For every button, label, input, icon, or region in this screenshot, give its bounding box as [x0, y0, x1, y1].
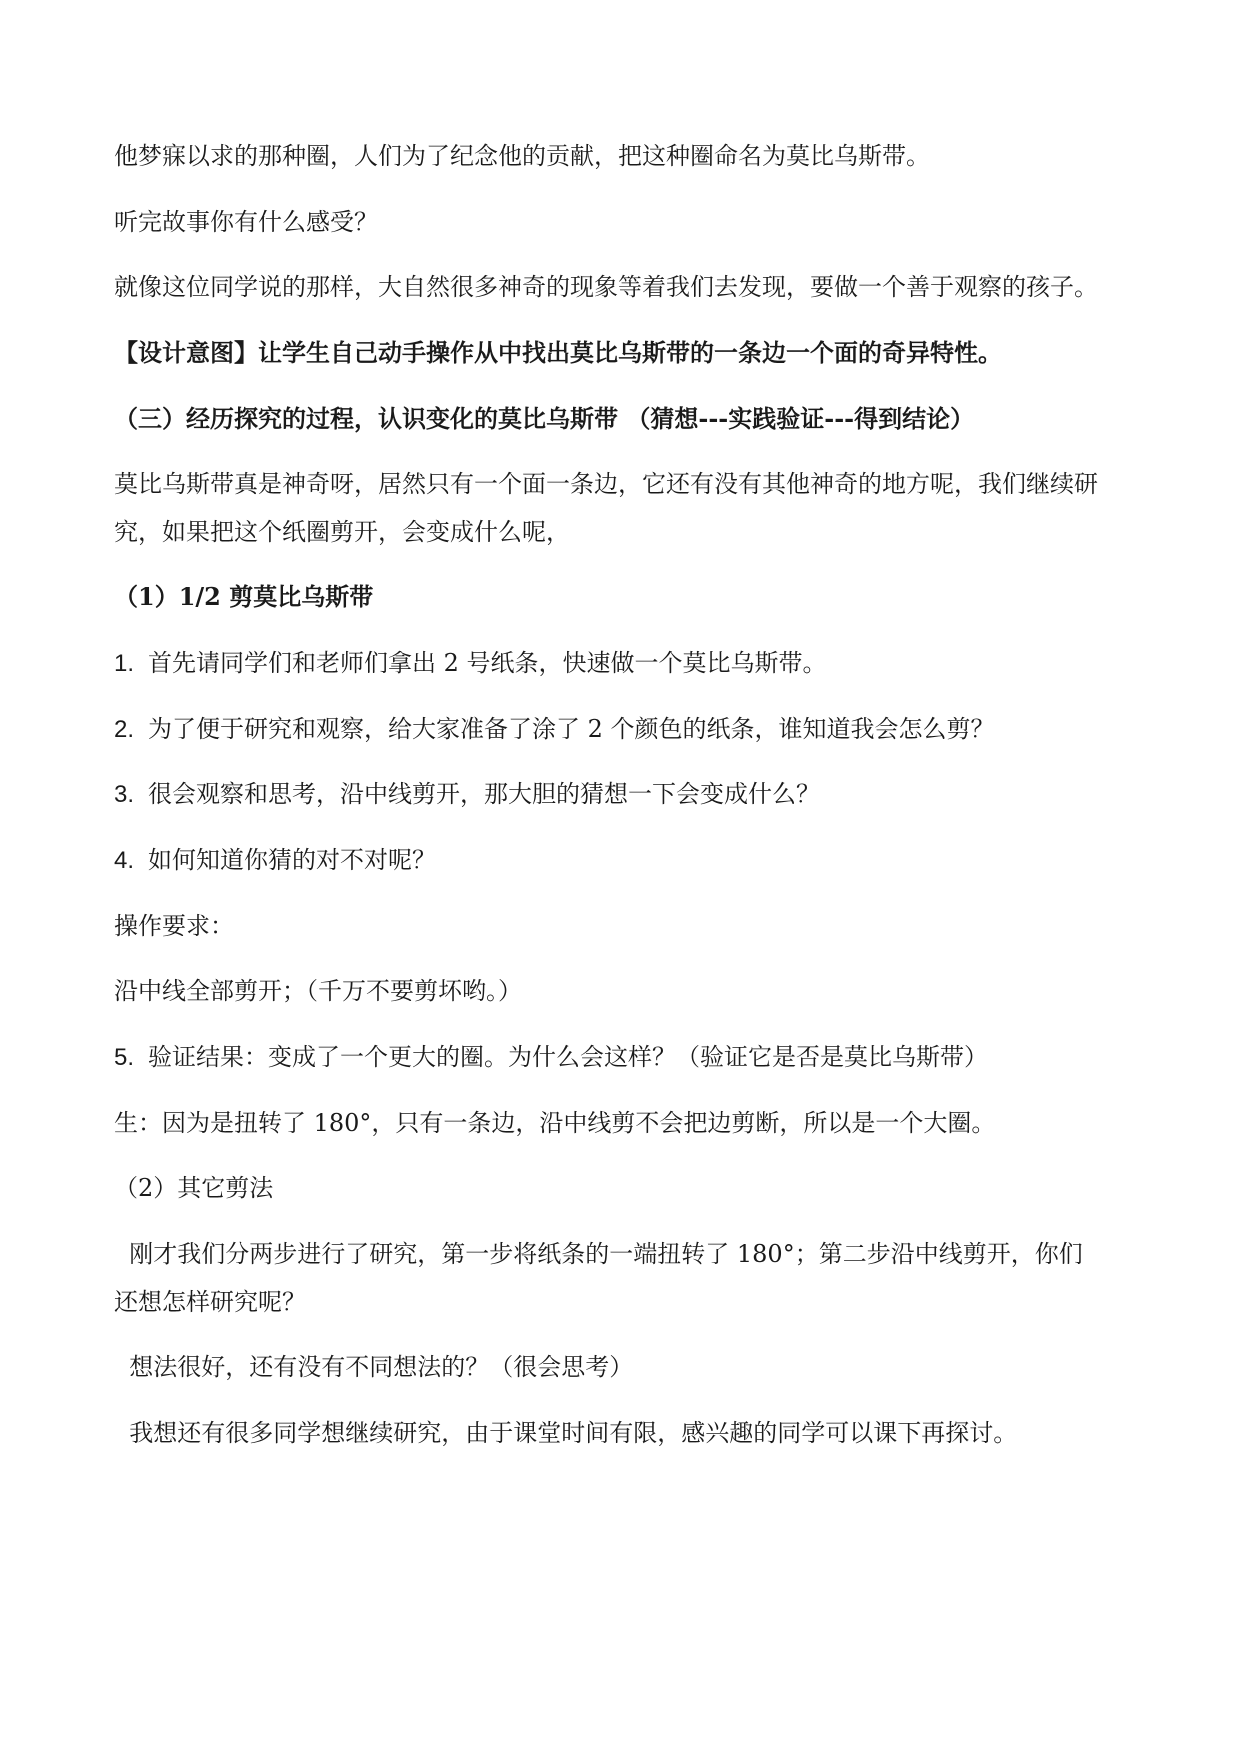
paragraph-cut-along-centerline: 沿中线全部剪开；（千万不要剪坏哟。） — [114, 977, 522, 1005]
design-intent-heading: 【设计意图】让学生自己动手操作从中找出莫比乌斯带的一条边一个面的奇异特性。 — [114, 338, 1002, 367]
subsection-one-heading: （1）1/2 剪莫比乌斯带 — [114, 582, 374, 611]
list-item-2 — [114, 713, 1144, 746]
list-item-1 — [114, 647, 1144, 680]
paragraph-question-feeling: 听完故事你有什么感受？ — [114, 208, 378, 236]
paragraph-two-steps-line1: 刚才我们分两步进行了研究，第一步将纸条的一端扭转了 180°；第二步沿中线剪开，你们 — [114, 1240, 1083, 1268]
paragraph-nature-observation: 就像这位同学说的那样，大自然很多神奇的现象等着我们去发现，要做一个善于观察的孩子。 — [114, 273, 1098, 301]
list-item-text: 很会观察和思考，沿中线剪开，那大胆的猜想一下会变成什么？ — [148, 780, 821, 808]
paragraph-operation-requirements: 操作要求： — [114, 912, 234, 940]
subsection-two-heading: （2）其它剪法 — [114, 1174, 274, 1202]
list-number: 5. — [114, 1044, 135, 1071]
paragraph-student-answer: 生：因为是扭转了 180°，只有一条边，沿中线剪不会把边剪断，所以是一个大圈。 — [114, 1109, 996, 1137]
list-item-5 — [114, 1041, 1144, 1074]
list-item-4 — [114, 844, 1144, 877]
list-item-text: 为了便于研究和观察，给大家准备了涂了 2 个颜色的纸条，谁知道我会怎么剪？ — [148, 715, 995, 743]
list-number: 4. — [114, 847, 135, 874]
list-item-text: 首先请同学们和老师们拿出 2 号纸条，快速做一个莫比乌斯带。 — [148, 649, 827, 677]
paragraph-explore-after-class: 我想还有很多同学想继续研究，由于课堂时间有限，感兴趣的同学可以课下再探讨。 — [114, 1419, 1018, 1447]
list-item-text: 验证结果：变成了一个更大的圈。为什么会这样？（验证它是否是莫比乌斯带） — [148, 1043, 989, 1071]
list-number: 3. — [114, 781, 135, 808]
paragraph-story-ending: 他梦寐以求的那种圈，人们为了纪念他的贡献，把这种圈命名为莫比乌斯带。 — [114, 142, 930, 170]
paragraph-continue-research-line1: 莫比乌斯带真是神奇呀，居然只有一个面一条边，它还有没有其他神奇的地方呢，我们继续研 — [114, 470, 1098, 498]
paragraph-continue-research-line2: 究，如果把这个纸圈剪开，会变成什么呢， — [114, 518, 570, 546]
list-number: 1. — [114, 650, 135, 677]
list-item-3 — [114, 778, 1144, 811]
paragraph-two-steps-line2: 还想怎样研究呢？ — [114, 1288, 306, 1316]
paragraph-good-ideas: 想法很好，还有没有不同想法的？（很会思考） — [114, 1353, 634, 1381]
list-item-text: 如何知道你猜的对不对呢？ — [148, 846, 437, 874]
section-three-heading: （三）经历探究的过程，认识变化的莫比乌斯带 （猜想---实践验证---得到结论） — [114, 404, 975, 433]
list-number: 2. — [114, 716, 135, 743]
